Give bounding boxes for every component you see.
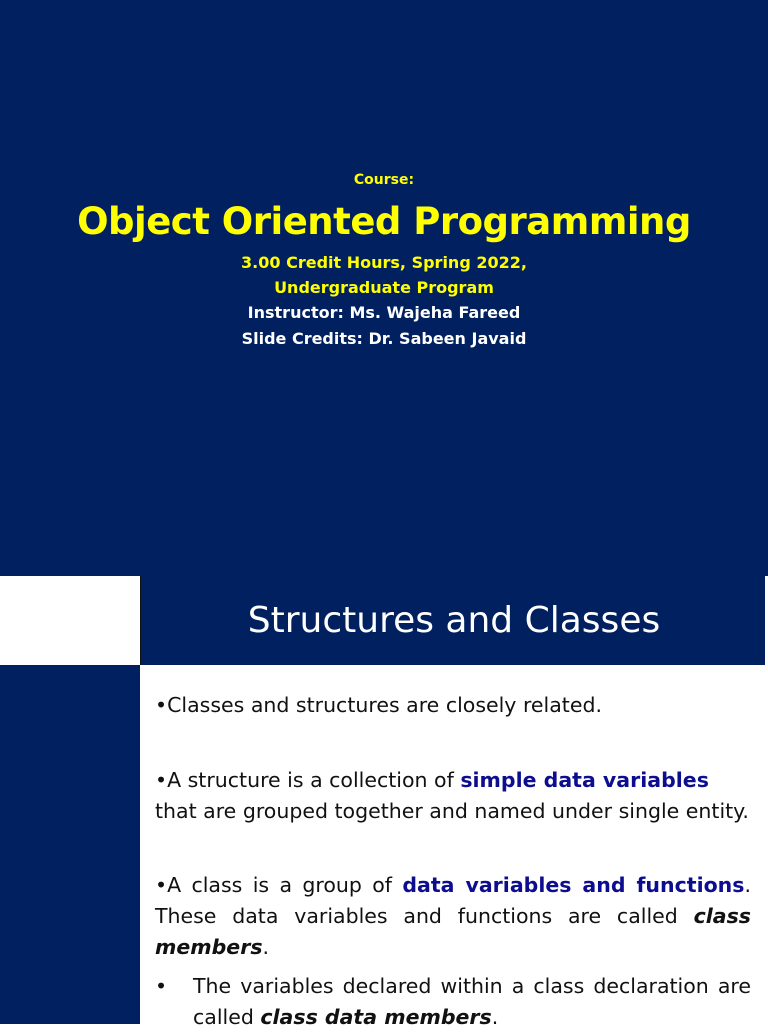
text-data-members-b: . bbox=[491, 1005, 499, 1029]
slide-title: Structures and Classes bbox=[247, 600, 661, 641]
course-title: Object Oriented Programming bbox=[77, 200, 691, 243]
term-class-members: class members bbox=[155, 904, 751, 959]
content-slide bbox=[0, 576, 768, 1029]
slide-credits-line: Slide Credits: Dr. Sabeen Javaid bbox=[241, 329, 527, 348]
text-class-c: . bbox=[262, 935, 270, 959]
credit-hours-line: 3.00 Credit Hours, Spring 2022, bbox=[241, 253, 527, 272]
bullet-dot: • bbox=[155, 974, 168, 998]
text-structure-a: •A structure is a collection of bbox=[155, 768, 461, 792]
paragraph-related bbox=[155, 690, 751, 721]
highlight-data-variables-functions: data variables and functions bbox=[402, 873, 745, 897]
term-class-data-members: class data members bbox=[260, 1005, 492, 1029]
text-structure-b: that are grouped together and named under single entity. bbox=[155, 799, 749, 823]
paragraph-structure bbox=[155, 765, 751, 827]
text-related: •Classes and structures are closely related. bbox=[155, 693, 602, 717]
slide-sidebar bbox=[0, 665, 140, 1024]
course-label: Course: bbox=[353, 172, 415, 188]
highlight-simple-data-variables: simple data variables bbox=[460, 768, 709, 792]
text-class-b: . These data variables and functions are called bbox=[155, 873, 752, 928]
text-class-a: •A class is a group of bbox=[155, 873, 403, 897]
paragraph-class bbox=[155, 870, 751, 963]
instructor-line: Instructor: Ms. Wajeha Fareed bbox=[247, 303, 521, 322]
slide-header bbox=[140, 576, 766, 665]
text-data-members-a: The variables declared within a class declaration are called bbox=[193, 974, 751, 1029]
program-line: Undergraduate Program bbox=[274, 278, 494, 297]
slide-body bbox=[155, 690, 751, 1033]
